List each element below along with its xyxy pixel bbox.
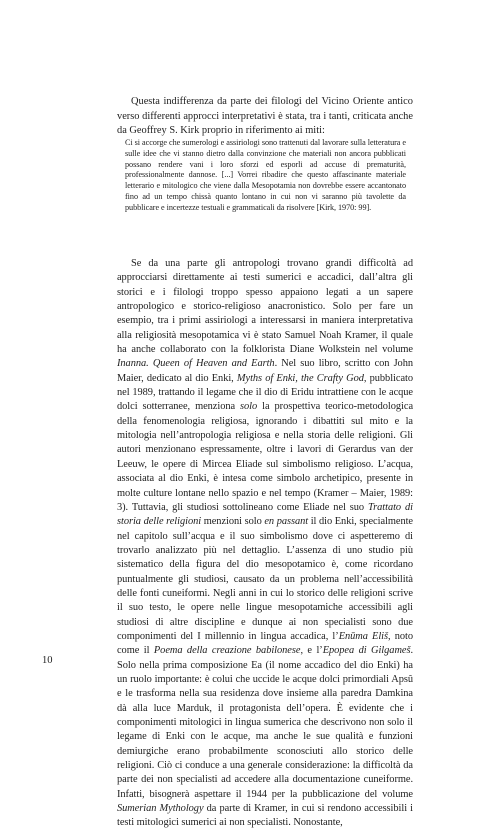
body-text: il dio Enki, specialmente nel capitolo sull’acqua e il suo simbolismo dove ci aspetteremo di trovarlo analizzato più nel dettaglio. L’assenza di uno studio più sistematico della figura del dio mesopotamico è, come ricordano puntualmente gli studiosi, causato da un problema nell’accessibilità delle fonti cuneiformi. Negli anni in cui lo storico delle religioni scrive il suo testo, le opere nelle lingue mesopotamiche accessibili agli studiosi di altre discipline e dunque ai non specialisti sono due componimenti del I millennio in lingua accadica, l’ — [117, 516, 413, 642]
work-title: Epopea di Gilgameš — [322, 645, 411, 657]
book-title: Myths of Enki, the Crafty God — [236, 372, 364, 384]
body-paragraph — [117, 257, 413, 831]
body-text: , e l’ — [300, 645, 323, 657]
body-text: Se da una parte gli antropologi trovano grandi difficoltà ad approcciarsi direttamente ai testi sumerici e accadici, dall’altra gli storici e i filologi troppo spesso appaiono legati a un sapere antropologico e storico-religioso anacronistico. Solo per fare un esempio, tra i primi assiriologi a interessarsi in maniera interpretativa alla religiosità mesopotamica vi è stato Samuel Noah Kramer, il quale ha anche collaborato con la folklorista Diane Wolkstein nel volume — [117, 258, 413, 356]
book-title: Sumerian Mythology — [117, 803, 204, 815]
body-text: da parte di Kramer, in cui si rendono accessibili i testi mitologici sumerici ai non specialisti. Nonostante, — [117, 803, 413, 829]
body-text: , noto come il — [117, 630, 413, 657]
emphasis: en passant — [264, 516, 309, 528]
body-text: menzioni solo — [201, 516, 265, 528]
intro-paragraph: Questa indifferenza da parte dei filologi del Vicino Oriente antico verso differenti approcci interpretativi è stata, tra i tanti, criticata anche da Geoffrey S. Kirk proprio in riferimento ai miti: — [117, 96, 413, 136]
work-title: Enūma Eliš — [338, 630, 388, 642]
block-quote: Ci si accorge che sumerologi e assiriologi sono trattenuti dal lavorare sulla letteratura e sulle idee che vi stanno dietro dalla convinzione che materiali non ancora pubblicati possano rendere vani i loro sforzi ed esporli ad accuse di prematurità, professionalmente dannose. [...] Vorrei ribadire che questo affascinante materiale letterario e mitologico che viene dalla Mesopotamia non dovrebbe essere accantonato fino ad un tempo chissà quanto lontano in cui non vi saranno più tavolette da pubblicare e incertezze testuali e grammaticali da risolvere [Kirk, 1970: 99]. — [125, 138, 406, 212]
body-text: la prospettiva teorico-metodologica della fenomenologia religiosa, ignorando i dibattiti sul mito e la mitologia nell’antropologia religiosa e nella storia delle religioni. Gli autori menzionano espressamente, oltre i lavori di Gerardus van der Leeuw, le opere di Mircea Eliade sul simbolismo religioso. L’acqua, associata al dio Enki, è intesa come simbolo archetipico, presente in molte culture lontane nello spazio e nel tempo (Kramer – Maier, 1989: 3). Tuttavia, gli studiosi sottolineano come Eliade nel suo — [117, 401, 414, 513]
body-text: . Solo nella prima composizione Ea (il nome accadico del dio Enki) ha un ruolo importante: è colui che uccide le acque dolci primordiali Apsû e le trasforma nella sua residenza dove insieme alla paredra Damkina dà alla luce Marduk, il protagonista dell’opera. È evidente che i componimenti mitologici in lingua sumerica che descrivono non solo il legame di Enki con le acque, ma anche le sue qualità e funzioni demiurgiche erano probabilmente sconosciuti allo storico delle religioni. Ciò ci conduce a una generale considerazione: la difficoltà da parte dei non specialisti ad accedere alla documentazione cuneiforme. Infatti, bisognerà aspettare il 1944 per la pubblicazione del volume — [117, 645, 414, 800]
body-text: . Nel suo libro, scritto con John Maier, dedicato al dio Enki, — [117, 358, 413, 384]
body-text: , pubblicato nel 1989, trattando il legame che il dio di Eridu intrattiene con le acque dolci sotterranee, menziona — [117, 372, 413, 413]
book-title: Inanna. Queen of Heaven and Earth — [117, 358, 275, 370]
emphasis: solo — [240, 401, 258, 413]
page-number: 10 — [42, 655, 53, 666]
book-title: Trattato di storia delle religioni — [117, 501, 413, 528]
work-title: Poema della creazione babilonese — [153, 645, 301, 657]
